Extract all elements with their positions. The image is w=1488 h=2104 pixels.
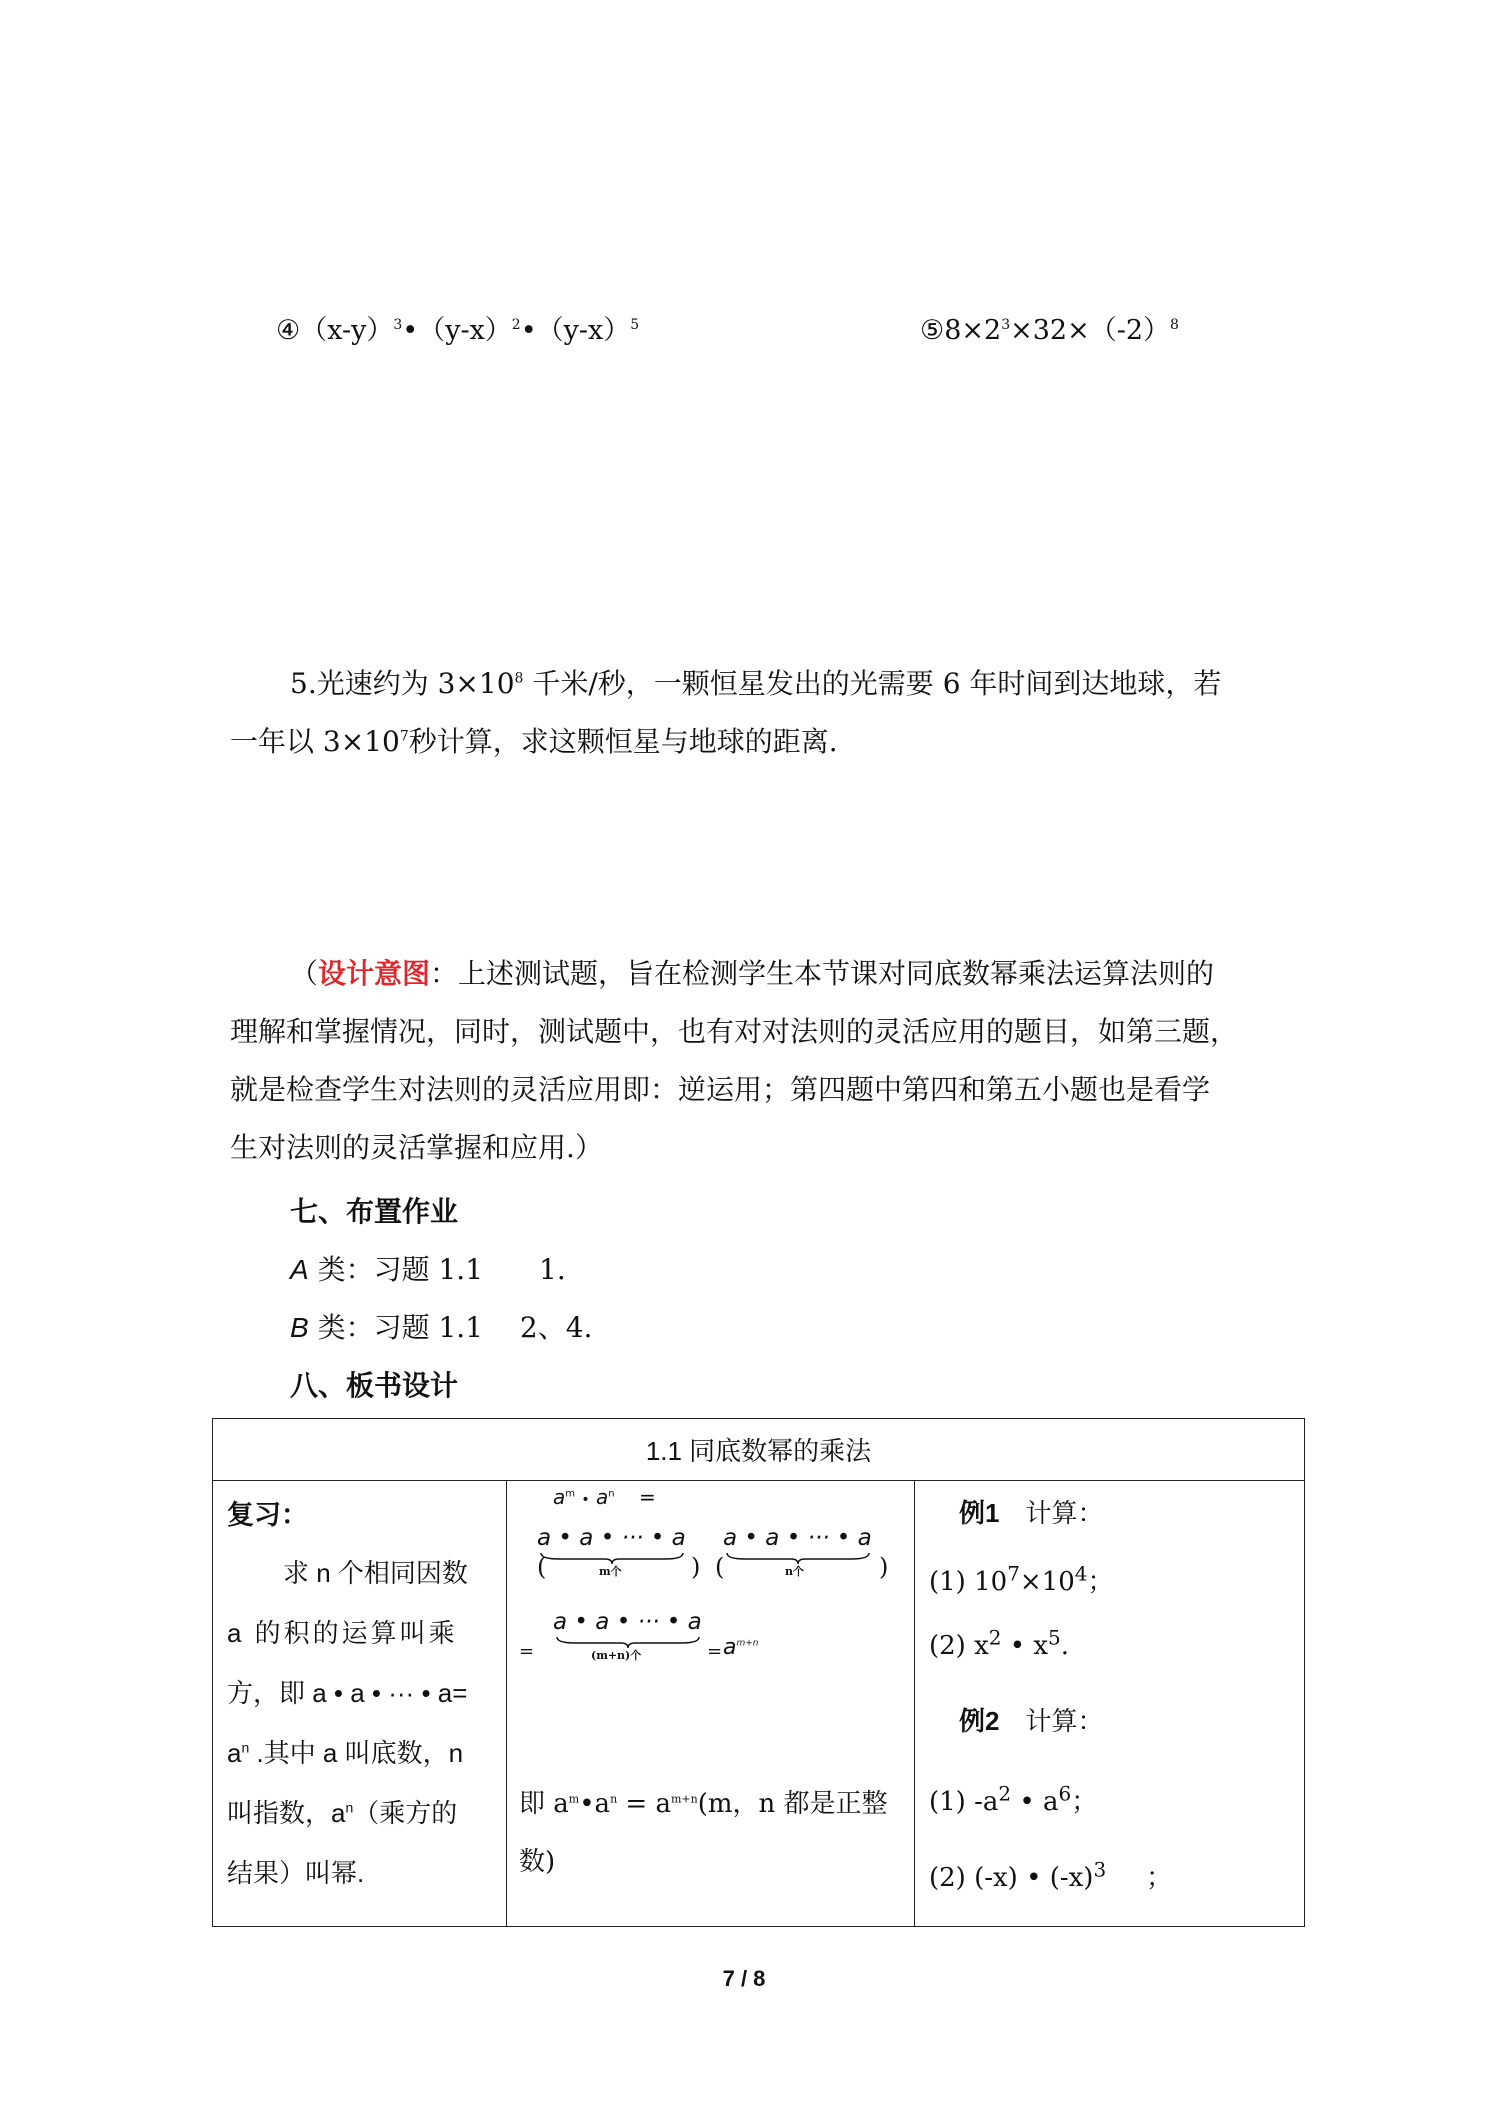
q5-text-2: 千米/秒，一颗恒星发出的光需要 6 年时间到达地球，若 xyxy=(523,667,1222,700)
design-intent-label: 设计意图 xyxy=(318,958,431,989)
review-l5-a: 叫指数，a xyxy=(227,1798,346,1828)
item5-exp1: 3 xyxy=(1001,317,1011,333)
example-1-q1 xyxy=(929,1561,1114,1598)
item4-exp2: 2 xyxy=(511,317,521,333)
design-intent-line-2: 理解和掌握情况，同时，测试题中，也有对对法则的灵活应用的题目，如第三题， xyxy=(230,1015,1239,1048)
ex1-q1-a: (1) 10 xyxy=(929,1567,1008,1597)
item5-exp2: 8 xyxy=(1170,317,1179,333)
der-top-m: m xyxy=(565,1488,576,1500)
design-intent-line-1 xyxy=(290,952,1214,992)
board-examples-cell xyxy=(915,1481,1305,1927)
example-2-label: 例2 xyxy=(959,1706,1000,1736)
ex2-q1-exp1: 2 xyxy=(998,1781,1012,1806)
rule-text-1: 即 a xyxy=(519,1789,569,1819)
ex1-q2-mid: • x xyxy=(1001,1631,1049,1661)
homework-a-text: 类：习题 1.1 1. xyxy=(308,1253,566,1286)
der-group1-count: m个 xyxy=(599,1565,622,1578)
der-top-dot: • xyxy=(581,1492,590,1508)
der-group2-expr: a • a • ··· • a xyxy=(723,1525,872,1551)
der-open-1: ( xyxy=(537,1553,547,1581)
design-intent-line-4: 生对法则的灵活掌握和应用.） xyxy=(230,1131,603,1164)
ex1-q1-exp1: 7 xyxy=(1007,1561,1020,1586)
der-eq-1: = xyxy=(519,1641,535,1662)
ex1-q1-end: ； xyxy=(1087,1567,1114,1597)
rule-exp-1: m xyxy=(568,1792,580,1806)
board-title: 1.1 同底数幂的乘法 xyxy=(645,1436,872,1466)
der-result-exp: m+n xyxy=(736,1638,759,1649)
item5-mid: ×32×（-2） xyxy=(1010,315,1171,346)
q5-exp-2: 7 xyxy=(399,728,409,745)
review-l5-exp: n xyxy=(345,1799,354,1816)
rule-exp-3: m+n xyxy=(670,1792,698,1806)
rule-dot: •a xyxy=(579,1789,611,1819)
item4-label: ④（x-y） xyxy=(276,315,394,346)
der-top-eq: = xyxy=(638,1485,656,1509)
homework-heading: 七、布置作业 xyxy=(290,1196,459,1227)
example-1-q2 xyxy=(929,1625,1070,1661)
ex1-q2-a: (2) x xyxy=(929,1631,989,1661)
design-intent-text-1: ：上述测试题，旨在检测学生本节课对同底数幂乘法运算法则的 xyxy=(430,957,1215,990)
review-heading: 复习： xyxy=(227,1500,308,1530)
example-2-q1 xyxy=(929,1781,1097,1818)
ex1-q2-end: . xyxy=(1060,1631,1070,1661)
der-top-n: n xyxy=(608,1488,615,1500)
homework-b-label: B xyxy=(290,1312,309,1343)
der-result-base: a xyxy=(723,1635,737,1660)
homework-a xyxy=(290,1248,566,1288)
review-l4-base: a xyxy=(227,1738,242,1768)
item4-mid2: •（y-x） xyxy=(520,315,631,346)
example-1-label: 例1 xyxy=(959,1498,1000,1528)
ex2-q2-a: (2) (-x) • (-x) xyxy=(929,1863,1094,1893)
problem-item-4 xyxy=(276,308,639,347)
homework-a-label: A xyxy=(290,1254,309,1285)
ex2-q1-mid: • a xyxy=(1011,1787,1059,1817)
review-line-4 xyxy=(227,1733,463,1770)
rule-exp-2: n xyxy=(610,1792,618,1806)
rule-eq: = a xyxy=(617,1789,671,1819)
rule-text-2: (m，n 都是正整 xyxy=(697,1789,888,1819)
ex1-q1-exp2: 4 xyxy=(1074,1561,1088,1586)
der-group2-count: n个 xyxy=(785,1565,804,1578)
board-design-table xyxy=(212,1418,1305,1927)
problem-item-5 xyxy=(920,308,1179,347)
board-derivation-cell xyxy=(507,1481,915,1927)
ex2-q2-end: ； xyxy=(1146,1863,1173,1893)
homework-b-text: 类：习题 1.1 2、4. xyxy=(308,1311,593,1344)
ex1-q2-exp2: 5 xyxy=(1048,1625,1061,1650)
item4-exp1: 3 xyxy=(393,317,403,333)
ex2-q1-end: ； xyxy=(1071,1787,1098,1817)
review-line-3: 方，即 a • a • ··· • a= xyxy=(227,1678,468,1708)
example-1-heading xyxy=(959,1493,1103,1530)
example-1-text: 计算： xyxy=(999,1499,1104,1529)
question-5-line-1 xyxy=(290,662,1221,702)
q5-exp-1: 8 xyxy=(514,670,524,687)
board-design-heading: 八、板书设计 xyxy=(290,1370,459,1401)
example-2-q2 xyxy=(929,1857,1172,1894)
question-5-line-2 xyxy=(230,720,838,760)
der-rule-line-1 xyxy=(519,1783,888,1820)
board-title-cell xyxy=(213,1419,1305,1481)
review-l4-rest: .其中 a 叫底数，n xyxy=(249,1738,464,1768)
der-top-a1: a xyxy=(553,1485,566,1509)
item4-exp3: 5 xyxy=(630,317,640,333)
der-eq-2: = xyxy=(707,1641,723,1662)
der-result xyxy=(723,1635,759,1660)
der-group1-expr: a • a • ··· • a xyxy=(537,1525,686,1551)
der-top-a2: a xyxy=(596,1485,609,1509)
review-l4-exp: n xyxy=(241,1739,250,1756)
page-number: 7 / 8 xyxy=(722,1966,766,1991)
board-review-cell xyxy=(213,1481,507,1927)
der-rule-line-2: 数) xyxy=(519,1847,556,1877)
review-line-2: a 的积的运算叫乘 xyxy=(227,1618,458,1648)
der-group3-count: (m+n)个 xyxy=(591,1649,642,1662)
q5-text-3: 一年以 3×10 xyxy=(230,725,400,758)
der-close-2: ) xyxy=(879,1553,889,1581)
item5-label: ⑤8×2 xyxy=(920,315,1002,346)
der-open-2: ( xyxy=(715,1553,725,1581)
item4-mid1: •（y-x） xyxy=(402,315,512,346)
q5-text-1: 5.光速约为 3×10 xyxy=(290,667,515,700)
review-line-5 xyxy=(227,1793,457,1830)
review-l5-b: （乘方的 xyxy=(353,1798,458,1828)
derivation-top xyxy=(553,1485,656,1509)
ex1-q2-exp1: 2 xyxy=(988,1625,1002,1650)
example-2-heading xyxy=(959,1701,1103,1738)
example-2-text: 计算： xyxy=(999,1707,1104,1737)
ex1-q1-mid: ×10 xyxy=(1019,1567,1075,1597)
review-line-6: 结果）叫幂. xyxy=(227,1858,365,1888)
der-group3-expr: a • a • ··· • a xyxy=(553,1609,702,1635)
design-intent-line-3: 就是检查学生对法则的灵活应用即：逆运用；第四题中第四和第五小题也是看学 xyxy=(230,1073,1211,1106)
der-close-1: ) xyxy=(691,1553,701,1581)
homework-b xyxy=(290,1306,592,1346)
q5-text-4: 秒计算，求这颗恒星与地球的距离. xyxy=(408,725,838,758)
ex2-q1-exp2: 6 xyxy=(1058,1781,1072,1806)
design-intent-paren: （ xyxy=(290,957,319,990)
ex2-q2-exp: 3 xyxy=(1093,1857,1107,1882)
review-line-1: 求 n 个相同因数 xyxy=(283,1558,468,1588)
ex2-q1-a: (1) -a xyxy=(929,1787,999,1817)
